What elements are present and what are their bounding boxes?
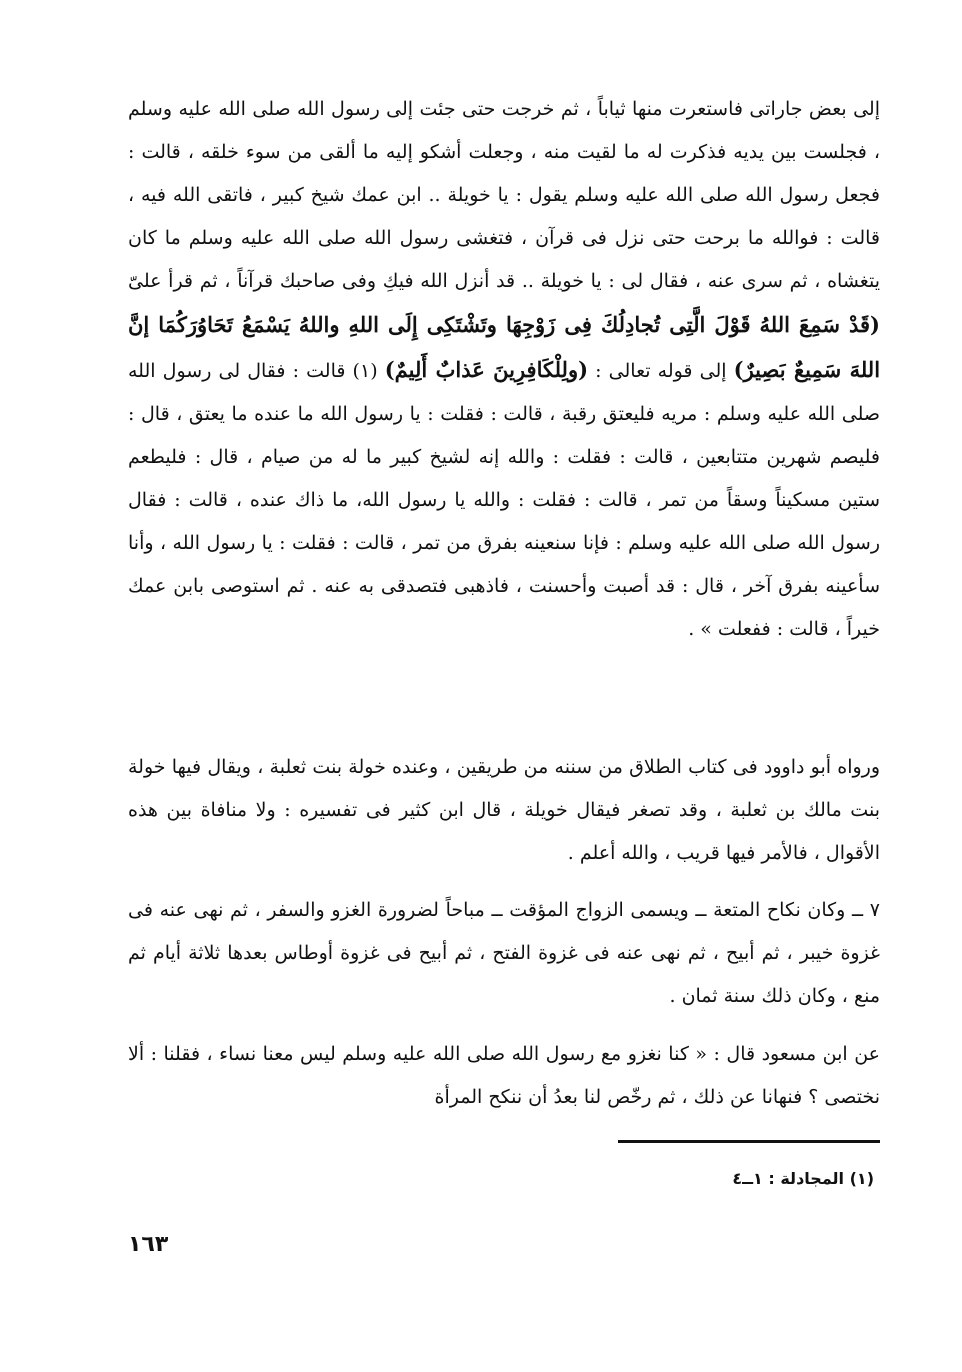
quran-verse: (ولِلْكَافِرِينَ عَذابٌ أَلِيمٌ) [384,357,589,382]
quran-verse: (قَدْ سَمِعَ اللهُ قَوْلَ الَّتِى تُجادِلُكَ فِى زَوْجِهَا وتَشْتَكِى إِلَى اللهِ واللهُ يَسْمَعُ تَحَاوُرَكُمَا إنَّ اللهَ سَمِيعٌ بَصِيرٌ) [128,312,881,382]
paragraph-text: ورواه أبو داوود فى كتاب الطلاق من سننه من طريقين ، وعنده خولة بنت ثعلبة ، ويقال فيها خولة بنت مالك بن ثعلبة ، وقد تصغر فيقال خويلة ، قال ابن كثير فى تفسيره : ولا منافاة بين هذه الأقوال ، فالأمر فيها قريب ، والله أعلم . [128,756,880,864]
footnote: (١) المجادلة : ١ــ٤ [732,1169,874,1188]
footnote-divider [618,1140,880,1143]
paragraph-hadith-khawla [128,88,880,651]
page-number: ١٦٣ [128,1232,169,1257]
paragraph-abu-dawud [128,746,880,875]
paragraph-text: (١) قالت : فقال لى رسول الله صلى الله عليه وسلم : مريه فليعتق رقبة ، قالت : فقلت : يا رسول الله ما عنده ما يعتق ، قال : فليصم شهرين متتابعين ، قالت : فقلت : والله إنه لشيخ كبير ما له من صيام ، قال : فليطعم ستين مسكيناً وسقاً من تمر ، قالت : فقلت : والله يا رسول الله، ما ذاك عنده ، قالت : فقال رسول الله صلى الله عليه وسلم : فإنا سنعينه بفرق من تمر ، قالت : فقلت : يا رسول الله ، وأنا سأعينه بفرق آخر ، قال : قد أصبت وأحسنت ، فاذهبى فتصدقى به عنه . ثم استوصى بابن عمك خيراً ، قالت : ففعلت » . [128,360,880,640]
paragraph-ibn-masud [128,1033,880,1119]
paragraph-text: ٧ ــ وكان نكاح المتعة ــ ويسمى الزواج المؤقت ــ مباحاً لضرورة الغزو والسفر ، ثم نهى عنه فى غزوة خيبر ، ثم أبيح ، ثم نهى عنه فى غزوة الفتح ، ثم أبيح فى غزوة أوطاس بعدها ثلاثة أيام ثم منع ، وكان ذلك سنة ثمان . [128,899,880,1007]
paragraph-item-7 [128,889,880,1018]
paragraph-text: إلى بعض جاراتى فاستعرت منها ثياباً ، ثم خرجت حتى جئت إلى رسول الله صلى الله عليه وسلم ، فجلست بين يديه فذكرت له ما لقيت منه ، وجعلت أشكو إليه ما ألقى من سوء خلقه ، قالت : فجعل رسول الله صلى الله عليه وسلم يقول : يا خويلة .. ابن عمك شيخ كبير ، فاتقى الله فيه ، قالت : فوالله ما برحت حتى نزل فى قرآن ، فتغشى رسول الله صلى الله عليه وسلم ما كان يتغشاه ، ثم سرى عنه ، فقال لى : يا خويلة .. قد أنزل الله فيكِ وفى صاحبك قرآناً ، ثم قرأ علىّ [128,98,880,292]
paragraph-text: إلى قوله تعالى : [595,360,727,382]
paragraph-text: عن ابن مسعود قال : « كنا نغزو مع رسول الله صلى الله عليه وسلم ليس معنا نساء ، فقلنا : ألا نختصى ؟ فنهانا عن ذلك ، ثم رخّص لنا بعدُ أن ننكح المرأة [128,1043,880,1108]
